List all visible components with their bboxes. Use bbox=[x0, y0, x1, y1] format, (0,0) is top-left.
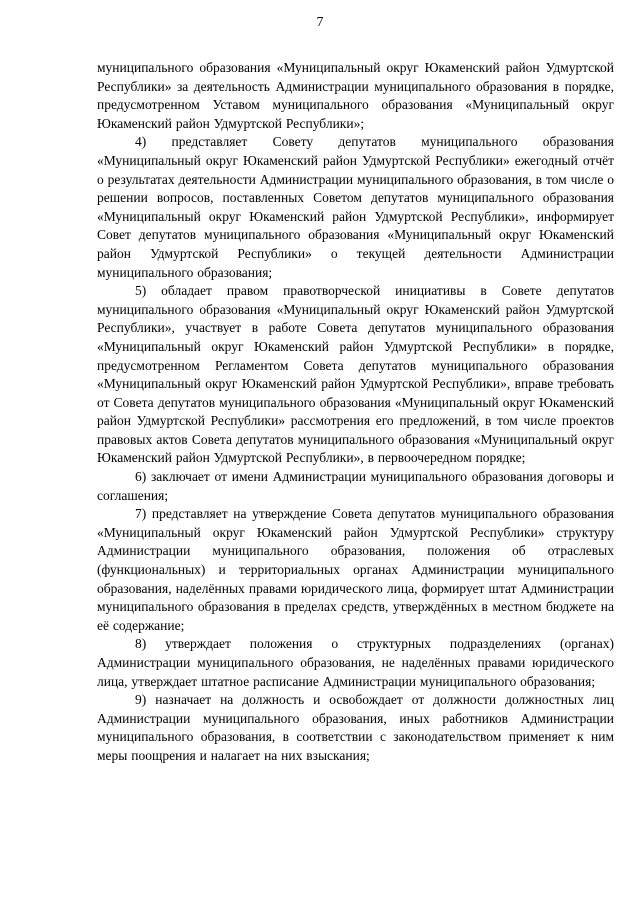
paragraph-item-7: 7) представляет на утверждение Совета депутатов муниципального образования «Муниципальный округ Юкаменский район Удмуртской Республики» структуру Администрации муниципального образования, положения об отраслевых (функциональных) и территориальных органах Администрации муниципального образования, наделённых правами юридического лица, формирует штат Администрации муниципального образования в пределах средств, утверждённых в местном бюджете на её содержание; bbox=[97, 506, 614, 633]
paragraph-item-6: 6) заключает от имени Администрации муниципального образования договоры и соглашения; bbox=[97, 469, 614, 503]
paragraph-item-9: 9) назначает на должность и освобождает от должности должностных лиц Администрации муниципального образования, иных работников Администрации муниципального образования, в соответствии с законодательством применяет к ним меры поощрения и налагает на них взыскания; bbox=[97, 692, 614, 763]
paragraph-continuation: муниципального образования «Муниципальный округ Юкаменский район Удмуртской Республики» за деятельность Администрации муниципального образования в порядке, предусмотренном Уставом муниципального образования «Муниципальный округ Юкаменский район Удмуртской Республики»; bbox=[97, 60, 614, 131]
paragraph-item-4: 4) представляет Совету депутатов муниципального образования «Муниципальный округ Юкаменский район Удмуртской Республики» ежегодный отчёт о результатах деятельности Администрации муниципального образования, в том числе о решении вопросов, поставленных Советом депутатов муниципального образования «Муниципальный округ Юкаменский район Удмуртской Республики», информирует Совет депутатов муниципального образования «Муниципальный округ Юкаменский район Удмуртской Республики» о текущей деятельности Администрации муниципального образования; bbox=[97, 134, 614, 280]
paragraph-item-8: 8) утверждает положения о структурных подразделениях (органах) Администрации муниципального образования, не наделённых правами юридического лица, утверждает штатное расписание Администрации муниципального образования; bbox=[97, 636, 614, 689]
page-number: 7 bbox=[316, 14, 324, 29]
document-body bbox=[97, 59, 614, 766]
paragraph-item-5: 5) обладает правом правотворческой инициативы в Совете депутатов муниципального образования «Муниципальный округ Юкаменский район Удмуртской Республики», участвует в работе Совета депутатов муниципального образования «Муниципальный округ Юкаменский район Удмуртской Республики» в порядке, предусмотренном Регламентом Совета депутатов муниципального образования «Муниципальный округ Юкаменский район Удмуртской Республики», вправе требовать от Совета депутатов муниципального образования «Муниципальный округ Юкаменский район Удмуртской Республики» рассмотрения его предложений, в том числе проектов правовых актов Совета депутатов муниципального образования «Муниципальный округ Юкаменский район Удмуртской Республики», в первоочередном порядке; bbox=[97, 283, 614, 466]
